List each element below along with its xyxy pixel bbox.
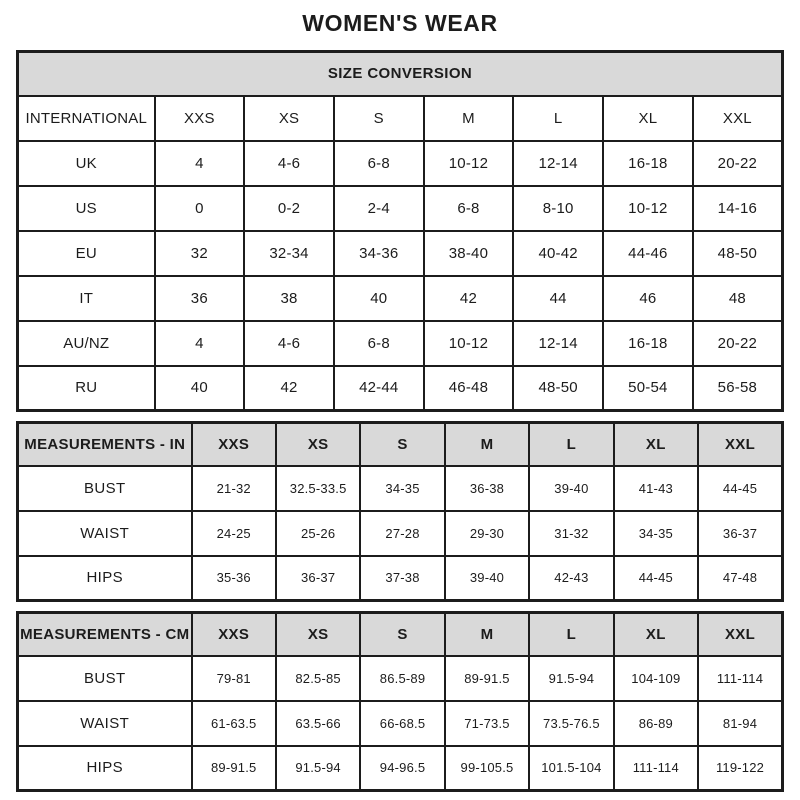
row-label: UK [18,141,155,186]
column-header: XXS [192,423,276,466]
size-cell: 50-54 [603,366,693,411]
size-cell: 8-10 [513,186,603,231]
measure-cell: 25-26 [276,511,360,556]
size-cell: 42-44 [334,366,424,411]
size-cell: 10-12 [424,141,514,186]
column-header: L [529,613,613,656]
column-header: M [445,423,529,466]
size-cell: 20-22 [693,141,783,186]
measure-cell: 29-30 [445,511,529,556]
measure-cell: 89-91.5 [445,656,529,701]
size-cell: 44 [513,276,603,321]
measure-cell: 91.5-94 [529,656,613,701]
size-cell: 12-14 [513,141,603,186]
size-cell: XS [244,96,334,141]
measurements-in-title: MEASUREMENTS - IN [18,423,192,466]
size-cell: 2-4 [334,186,424,231]
measure-cell: 86.5-89 [360,656,444,701]
column-header: XS [276,423,360,466]
row-label: US [18,186,155,231]
size-cell: 40 [155,366,245,411]
size-cell: 38 [244,276,334,321]
size-cell: 10-12 [603,186,693,231]
table-header-row [18,52,783,96]
table-row [18,511,783,556]
size-cell: S [334,96,424,141]
size-cell: 10-12 [424,321,514,366]
measure-cell: 61-63.5 [192,701,276,746]
measure-cell: 82.5-85 [276,656,360,701]
size-cell: XXS [155,96,245,141]
table-header-row [18,423,783,466]
size-cell: 40 [334,276,424,321]
column-header: XXL [698,613,782,656]
size-cell: 4 [155,321,245,366]
table-row [18,746,783,791]
size-cell: 6-8 [334,321,424,366]
column-header: XXL [698,423,782,466]
size-cell: 42 [244,366,334,411]
measure-cell: 86-89 [614,701,698,746]
size-cell: 16-18 [603,321,693,366]
measure-cell: 31-32 [529,511,613,556]
measure-cell: 34-35 [614,511,698,556]
row-label: WAIST [18,511,192,556]
size-cell: 38-40 [424,231,514,276]
row-label: AU/NZ [18,321,155,366]
table-row [18,466,783,511]
size-cell: L [513,96,603,141]
measure-cell: 111-114 [698,656,782,701]
measure-cell: 44-45 [614,556,698,601]
size-cell: 6-8 [334,141,424,186]
measurements-cm-table [16,611,784,792]
table-header-row [18,613,783,656]
measure-cell: 94-96.5 [360,746,444,791]
measure-cell: 32.5-33.5 [276,466,360,511]
measure-cell: 27-28 [360,511,444,556]
size-cell: 42 [424,276,514,321]
size-cell: 4-6 [244,141,334,186]
measure-cell: 36-37 [698,511,782,556]
measure-cell: 47-48 [698,556,782,601]
measure-cell: 63.5-66 [276,701,360,746]
column-header: S [360,613,444,656]
size-cell: 48-50 [513,366,603,411]
table-row [18,96,783,141]
size-conversion-table [16,50,784,412]
size-cell: 46-48 [424,366,514,411]
measure-cell: 44-45 [698,466,782,511]
measure-cell: 21-32 [192,466,276,511]
row-label: HIPS [18,746,192,791]
measure-cell: 42-43 [529,556,613,601]
column-header: XL [614,423,698,466]
measure-cell: 41-43 [614,466,698,511]
size-cell: 48 [693,276,783,321]
measure-cell: 36-37 [276,556,360,601]
size-conversion-title: SIZE CONVERSION [18,52,783,96]
table-row [18,656,783,701]
measure-cell: 35-36 [192,556,276,601]
measure-cell: 79-81 [192,656,276,701]
size-cell: 48-50 [693,231,783,276]
size-cell: 4 [155,141,245,186]
size-cell: XXL [693,96,783,141]
measure-cell: 104-109 [614,656,698,701]
size-cell: 4-6 [244,321,334,366]
size-cell: 0 [155,186,245,231]
row-label: HIPS [18,556,192,601]
table-row [18,276,783,321]
size-cell: 32-34 [244,231,334,276]
row-label: RU [18,366,155,411]
size-cell: 12-14 [513,321,603,366]
size-cell: 32 [155,231,245,276]
measure-cell: 81-94 [698,701,782,746]
measure-cell: 119-122 [698,746,782,791]
size-cell: 6-8 [424,186,514,231]
measure-cell: 111-114 [614,746,698,791]
measure-cell: 99-105.5 [445,746,529,791]
row-label: IT [18,276,155,321]
measure-cell: 73.5-76.5 [529,701,613,746]
measure-cell: 91.5-94 [276,746,360,791]
table-row [18,366,783,411]
measure-cell: 24-25 [192,511,276,556]
table-row [18,321,783,366]
measure-cell: 39-40 [445,556,529,601]
column-header: XS [276,613,360,656]
measure-cell: 89-91.5 [192,746,276,791]
measure-cell: 66-68.5 [360,701,444,746]
row-label: WAIST [18,701,192,746]
table-row [18,141,783,186]
size-cell: 40-42 [513,231,603,276]
size-cell: M [424,96,514,141]
table-row [18,231,783,276]
size-cell: 20-22 [693,321,783,366]
size-cell: 46 [603,276,693,321]
size-cell: XL [603,96,693,141]
size-cell: 56-58 [693,366,783,411]
measure-cell: 101.5-104 [529,746,613,791]
measure-cell: 39-40 [529,466,613,511]
row-label: EU [18,231,155,276]
measurements-in-table [16,421,784,602]
size-cell: 44-46 [603,231,693,276]
column-header: L [529,423,613,466]
measurements-cm-title: MEASUREMENTS - CM [18,613,192,656]
size-cell: 14-16 [693,186,783,231]
size-cell: 34-36 [334,231,424,276]
row-label: INTERNATIONAL [18,96,155,141]
row-label: BUST [18,466,192,511]
row-label: BUST [18,656,192,701]
column-header: S [360,423,444,466]
measure-cell: 36-38 [445,466,529,511]
column-header: XXS [192,613,276,656]
measure-cell: 37-38 [360,556,444,601]
measure-cell: 34-35 [360,466,444,511]
table-row [18,701,783,746]
size-cell: 16-18 [603,141,693,186]
column-header: M [445,613,529,656]
size-cell: 0-2 [244,186,334,231]
table-row [18,186,783,231]
column-header: XL [614,613,698,656]
size-cell: 36 [155,276,245,321]
measure-cell: 71-73.5 [445,701,529,746]
page-title: WOMEN'S WEAR [302,10,498,36]
table-row [18,556,783,601]
